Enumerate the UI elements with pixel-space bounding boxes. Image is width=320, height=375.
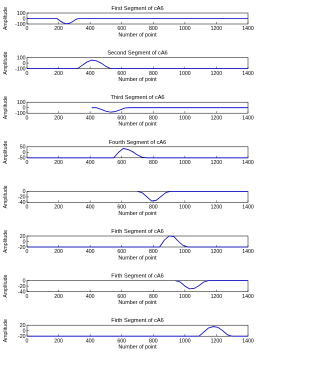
- x-tick-label: 800: [148, 160, 158, 166]
- x-tick-label: 1200: [210, 26, 223, 33]
- x-tick-label: 200: [54, 26, 63, 33]
- y-axis-label: Amplitude: [3, 51, 9, 75]
- subplot-title: Firth Segment of cA6: [111, 318, 164, 325]
- x-tick-label: 1400: [242, 160, 254, 166]
- subplot-8: [3, 318, 254, 350]
- y-tick-label: 0: [22, 189, 26, 196]
- x-tick-label: 0: [25, 249, 29, 256]
- x-axis-label: Number of point: [118, 210, 157, 217]
- x-tick-label: 1000: [179, 204, 191, 211]
- subplot-2: [3, 51, 254, 83]
- y-tick-label: 100: [16, 100, 26, 106]
- x-axis-label: Number of point: [118, 255, 157, 262]
- y-tick-label: -40: [18, 200, 26, 207]
- x-tick-label: 600: [117, 115, 127, 122]
- x-tick-label: 0: [25, 160, 29, 166]
- y-axis-label: Amplitude: [3, 185, 9, 209]
- x-tick-label: 600: [117, 249, 127, 256]
- plot-area: [27, 58, 248, 69]
- x-tick-label: 200: [54, 204, 63, 211]
- x-tick-label: 800: [148, 338, 158, 345]
- y-axis-label: Amplitude: [3, 140, 9, 164]
- y-axis-label: Amplitude: [3, 96, 9, 120]
- x-tick-label: 800: [148, 249, 158, 256]
- y-tick-label: -20: [18, 334, 26, 340]
- y-tick-label: -100: [15, 21, 26, 28]
- x-tick-label: 800: [148, 115, 158, 122]
- x-tick-label: 200: [54, 249, 63, 256]
- y-tick-label: 50: [19, 144, 26, 151]
- x-tick-label: 0: [25, 70, 29, 77]
- x-tick-label: 400: [85, 204, 95, 211]
- x-tick-label: 1000: [179, 26, 191, 33]
- y-tick-label: 100: [16, 55, 26, 62]
- x-tick-label: 600: [117, 293, 127, 300]
- subplot-4: [3, 140, 254, 166]
- x-axis-label: Number of point: [118, 77, 157, 83]
- x-tick-label: 1400: [242, 115, 254, 122]
- subplot-7: [3, 274, 254, 306]
- y-tick-label: -20: [18, 194, 26, 201]
- x-tick-label: 200: [54, 70, 63, 77]
- subplot-title: Third Segment of cA6: [110, 95, 165, 102]
- x-tick-label: 1400: [242, 70, 254, 77]
- x-axis-label: Number of point: [118, 121, 157, 128]
- x-tick-label: 600: [117, 338, 127, 345]
- y-tick-label: 0: [22, 150, 26, 157]
- x-tick-label: 1000: [179, 338, 191, 345]
- x-tick-label: 800: [148, 293, 158, 300]
- y-axis-label: Amplitude: [3, 6, 9, 31]
- y-tick-label: 20: [19, 233, 26, 240]
- y-tick-label: 0: [22, 105, 26, 112]
- x-tick-label: 1200: [210, 338, 223, 345]
- plot-area: [27, 147, 248, 158]
- x-tick-label: 1000: [179, 115, 191, 122]
- x-tick-label: 0: [25, 293, 29, 300]
- subplot-6: [3, 229, 254, 261]
- x-tick-label: 1400: [242, 204, 254, 211]
- y-axis-label: Amplitude: [3, 274, 9, 298]
- x-tick-label: 0: [25, 204, 29, 211]
- y-tick-label: 100: [16, 10, 26, 17]
- subplot-title: Second Segment of cA6: [107, 50, 168, 57]
- y-tick-label: 0: [22, 278, 26, 285]
- y-tick-label: -20: [18, 283, 26, 290]
- y-tick-label: 0: [22, 16, 26, 23]
- x-tick-label: 400: [85, 70, 95, 77]
- x-axis-label: Number of point: [118, 32, 157, 39]
- x-tick-label: 800: [148, 204, 158, 211]
- x-tick-label: 200: [54, 338, 63, 345]
- x-tick-label: 600: [117, 160, 127, 166]
- x-tick-label: 1200: [210, 293, 223, 300]
- x-tick-label: 0: [25, 26, 29, 33]
- y-tick-label: -100: [15, 111, 26, 117]
- x-axis-label: Number of point: [118, 300, 157, 306]
- x-tick-label: 400: [85, 26, 95, 33]
- y-axis-label: Amplitude: [3, 319, 9, 343]
- y-tick-label: 0: [22, 239, 26, 246]
- subplot-title: Firth Segment of cA6: [111, 273, 164, 280]
- x-axis-label: Number of point: [118, 344, 157, 351]
- subplot-1: [3, 6, 254, 38]
- x-tick-label: 600: [117, 204, 127, 211]
- x-tick-label: 1200: [210, 204, 223, 211]
- x-tick-label: 1400: [242, 26, 254, 33]
- x-tick-label: 400: [85, 293, 95, 300]
- y-tick-label: -40: [18, 289, 26, 296]
- x-tick-label: 1400: [242, 338, 254, 345]
- x-tick-label: 1200: [210, 70, 223, 77]
- x-tick-label: 0: [25, 115, 29, 122]
- y-tick-label: -20: [18, 244, 26, 251]
- subplot-title: First Segment of cA6: [111, 6, 164, 12]
- x-tick-label: 200: [54, 293, 63, 300]
- y-tick-label: 0: [22, 328, 26, 335]
- x-tick-label: 1200: [210, 160, 223, 166]
- x-tick-label: 1400: [242, 293, 254, 300]
- x-tick-label: 400: [85, 249, 95, 256]
- y-tick-label: 0: [22, 60, 26, 67]
- x-tick-label: 1000: [179, 293, 191, 300]
- y-tick-label: -100: [15, 66, 26, 73]
- x-tick-label: 600: [117, 70, 127, 77]
- x-tick-label: 1000: [179, 249, 191, 256]
- x-tick-label: 1000: [179, 160, 191, 166]
- y-axis-label: Amplitude: [3, 229, 9, 254]
- x-tick-label: 600: [117, 26, 127, 33]
- y-tick-label: 20: [19, 323, 26, 329]
- plot-area: [27, 281, 248, 292]
- x-tick-label: 200: [54, 160, 63, 166]
- x-tick-label: 200: [54, 115, 63, 122]
- subplot-title: Fourth Segment of cA6: [108, 139, 167, 146]
- x-tick-label: 0: [25, 338, 29, 345]
- x-tick-label: 400: [85, 115, 95, 122]
- subplot-5: [3, 185, 254, 217]
- x-tick-label: 400: [85, 338, 95, 345]
- x-tick-label: 400: [85, 160, 95, 166]
- plot-area: [27, 236, 248, 247]
- subplot-title: Firth Segment of cA6: [111, 229, 164, 235]
- plot-area: [27, 191, 248, 202]
- y-tick-label: -50: [18, 155, 26, 162]
- subplot-3: [3, 95, 254, 127]
- x-tick-label: 1200: [210, 249, 223, 256]
- x-tick-label: 1000: [179, 70, 191, 77]
- x-tick-label: 1400: [242, 249, 254, 256]
- x-tick-label: 800: [148, 26, 158, 33]
- x-tick-label: 1200: [210, 115, 223, 122]
- x-tick-label: 800: [148, 70, 158, 77]
